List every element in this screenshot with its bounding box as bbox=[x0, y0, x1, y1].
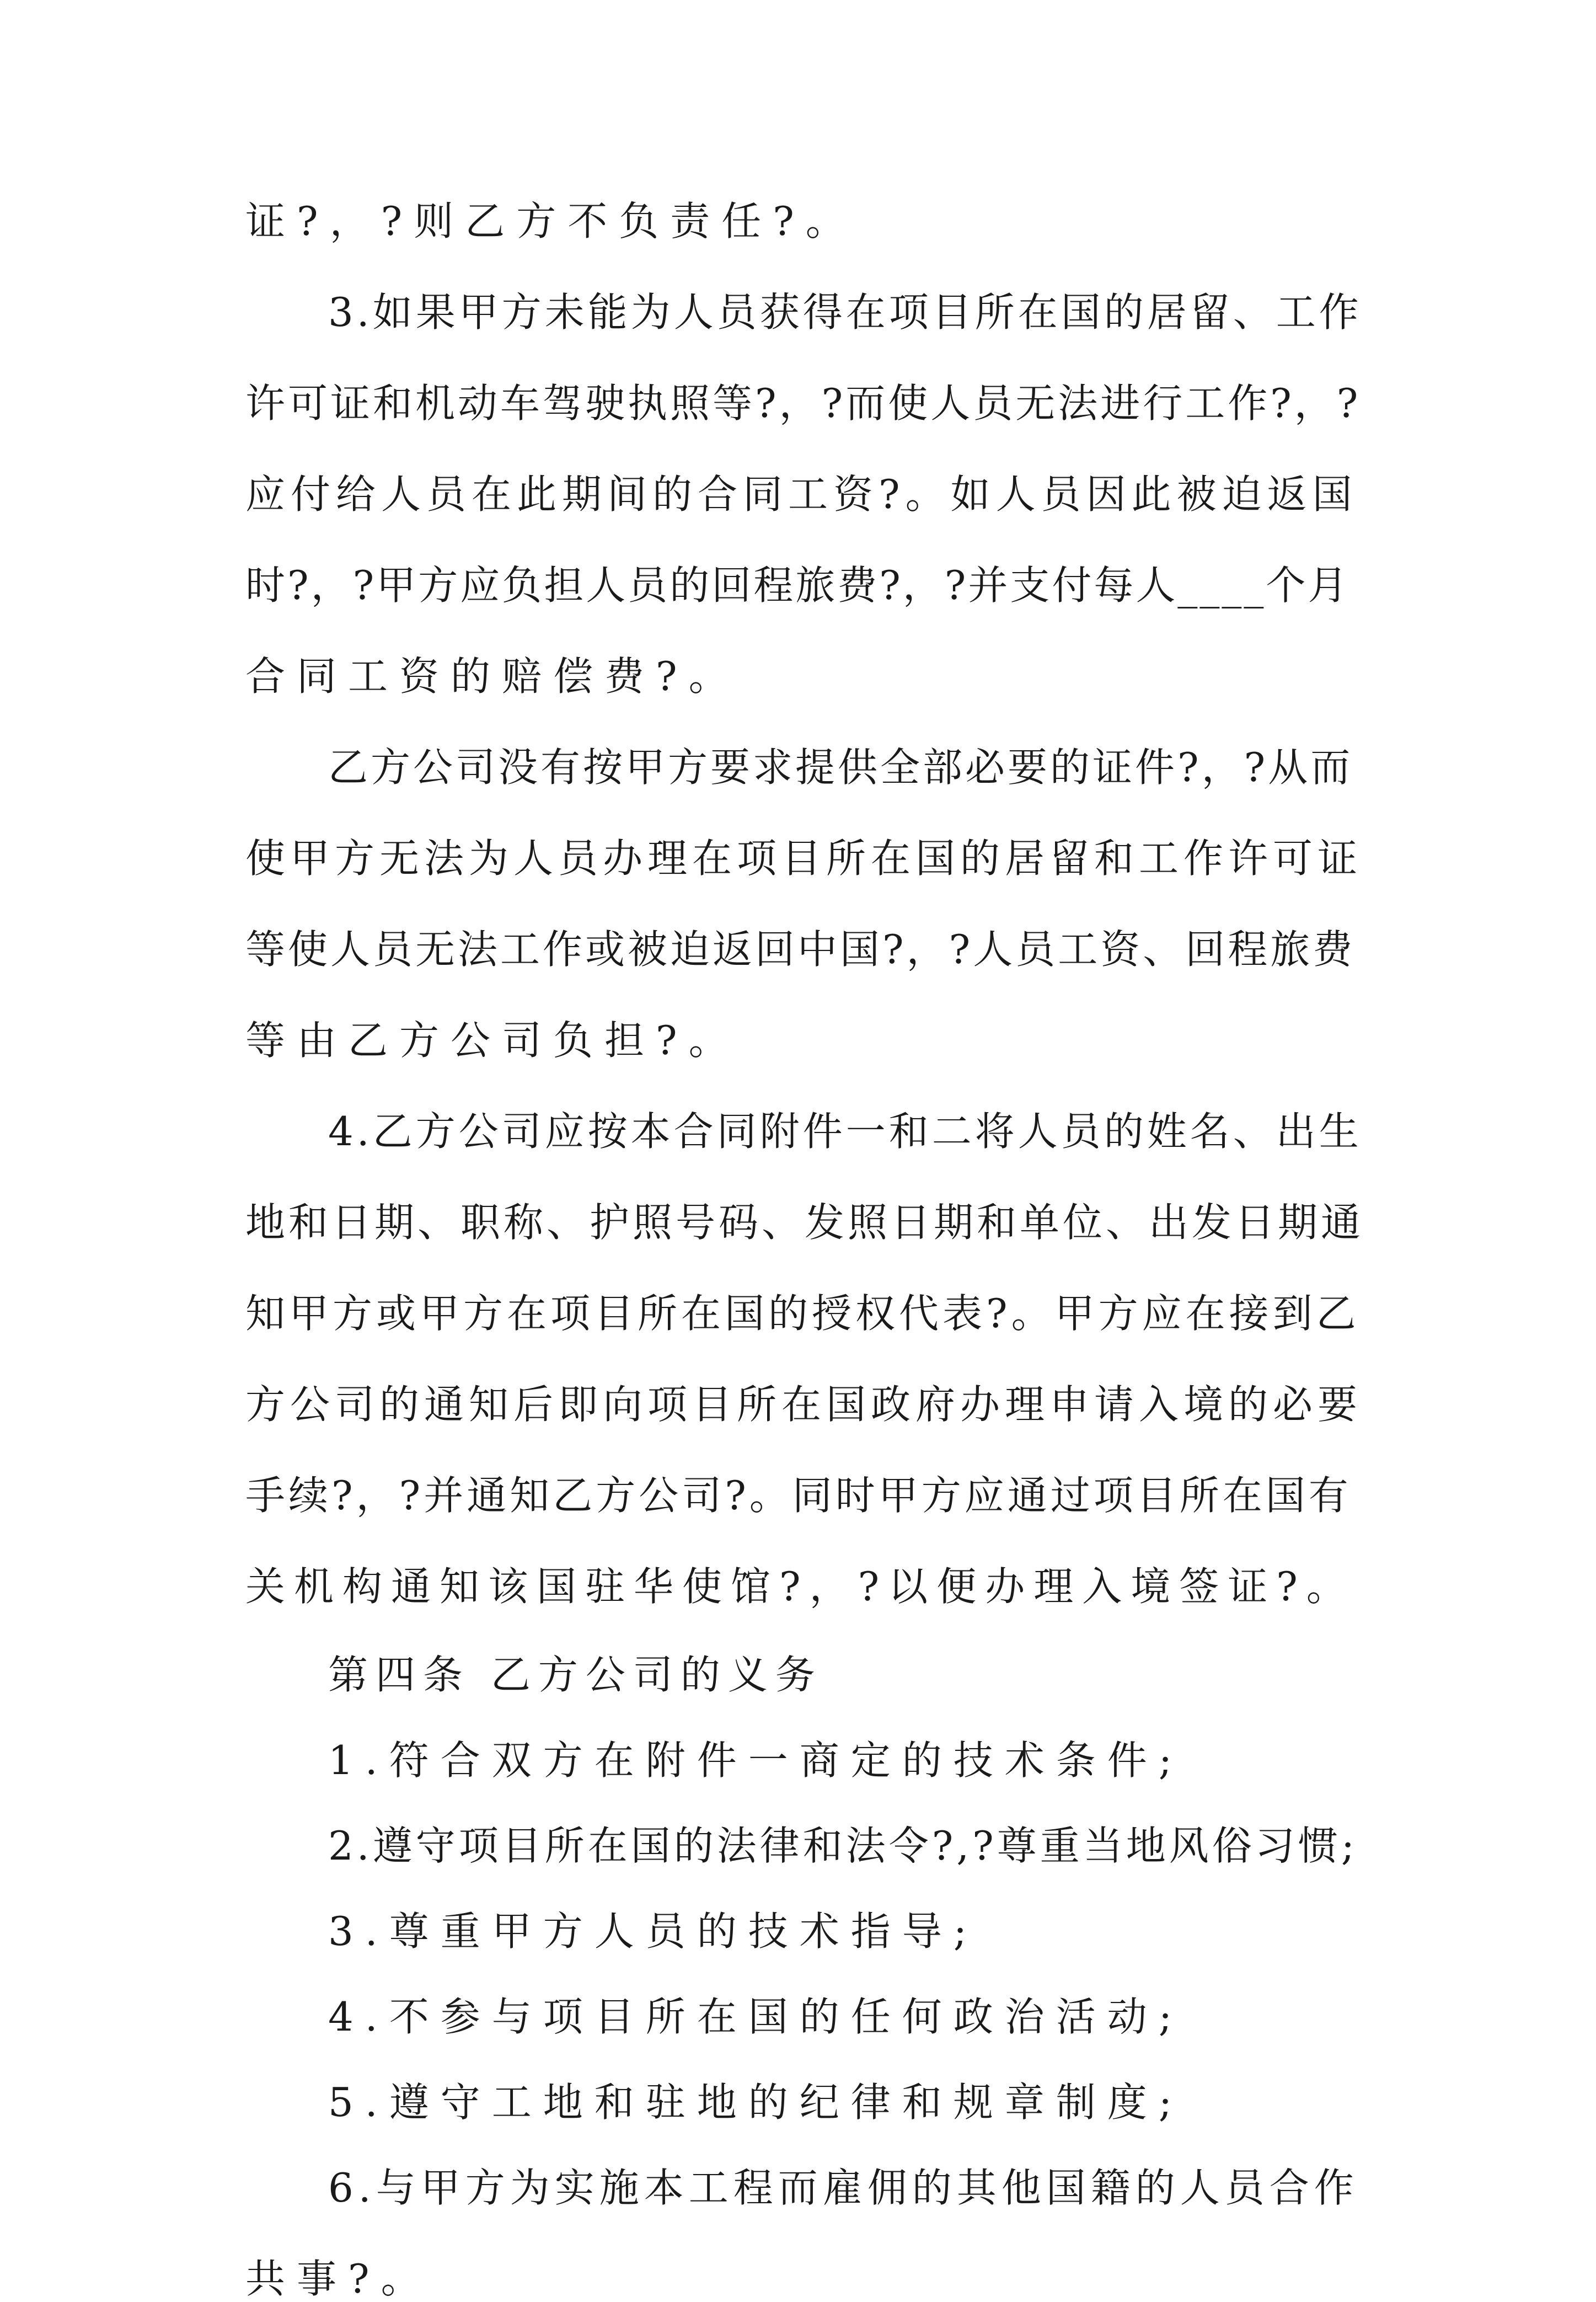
text-line: 手续?，?并通知乙方公司?。同时甲方应通过项目所在国有 bbox=[245, 1472, 1352, 1519]
text-line: 乙方公司没有按甲方要求提供全部必要的证件?，?从而 bbox=[328, 744, 1353, 791]
list-item-continuation: 共事?。 bbox=[245, 2256, 432, 2302]
list-item: 1.符合双方在附件一商定的技术条件; bbox=[328, 1737, 1183, 1783]
text-line: 合同工资的赔偿费?。 bbox=[245, 653, 740, 699]
text-line: 证?，?则乙方不负责任?。 bbox=[245, 198, 857, 244]
text-line: 等使人员无法工作或被迫返回中国?，?人员工资、回程旅费 bbox=[245, 926, 1356, 973]
text-line: 知甲方或甲方在项目所在国的授权代表?。甲方应在接到乙 bbox=[245, 1290, 1360, 1337]
text-line: 地和日期、职称、护照号码、发照日期和单位、出发日期通 bbox=[245, 1199, 1364, 1246]
text-line: 应付给人员在此期间的合同工资?。如人员因此被迫返国 bbox=[245, 471, 1358, 517]
text-line: 时?，?甲方应负担人员的回程旅费?，?并支付每人____个月 bbox=[245, 562, 1350, 608]
text-line: 关机构通知该国驻华使馆?，?以便办理入境签证?。 bbox=[245, 1563, 1355, 1610]
list-item: 6.与甲方为实施本工程而雇佣的其他国籍的人员合作 bbox=[328, 2165, 1359, 2211]
text-line: 等由乙方公司负担?。 bbox=[245, 1017, 740, 1064]
list-item: 2.遵守项目所在国的法律和法令?,?尊重当地风俗习惯; bbox=[328, 1823, 1358, 1869]
text-line: 3.如果甲方未能为人员获得在项目所在国的居留、工作 bbox=[328, 289, 1362, 335]
text-line: 方公司的通知后即向项目所在国政府办理申请入境的必要 bbox=[245, 1381, 1363, 1428]
text-line: 4.乙方公司应按本合同附件一和二将人员的姓名、出生 bbox=[328, 1108, 1362, 1155]
text-line: 许可证和机动车驾驶执照等?，?而使人员无法进行工作?，? bbox=[245, 380, 1361, 426]
text-line: 使甲方无法为人员办理在项目所在国的居留和工作许可证 bbox=[245, 835, 1363, 882]
list-item: 3.尊重甲方人员的技术指导; bbox=[328, 1908, 978, 1954]
section-heading: 第四条 乙方公司的义务 bbox=[328, 1652, 823, 1698]
list-item: 5.遵守工地和驻地的纪律和规章制度; bbox=[328, 2079, 1183, 2125]
list-item: 4.不参与项目所在国的任何政治活动; bbox=[328, 1994, 1183, 2040]
